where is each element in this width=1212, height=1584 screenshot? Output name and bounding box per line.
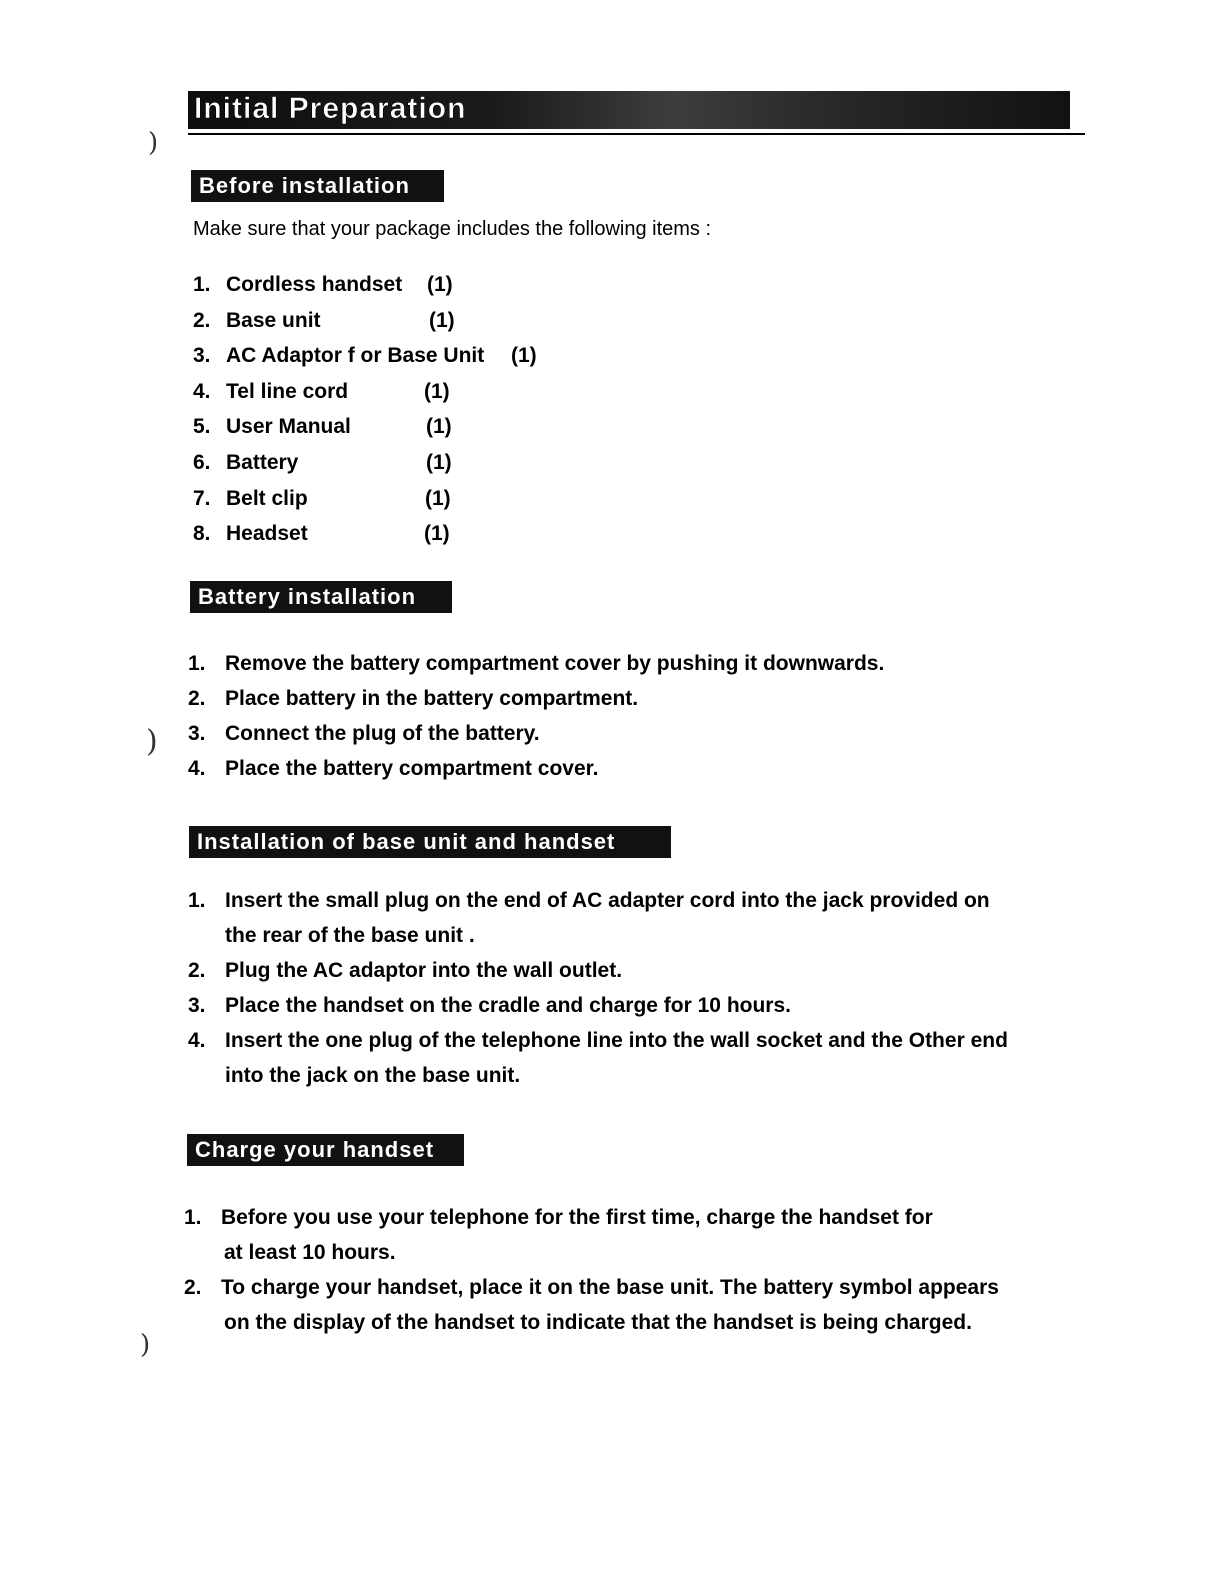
list-item: [188, 751, 884, 786]
item-quantity: (1): [511, 344, 537, 368]
step-number: 4.: [188, 757, 206, 780]
step-text: Insert the small plug on the end of AC adapter cord into the jack provided on: [225, 889, 990, 912]
list-item: [188, 883, 1008, 953]
item-number: 1.: [193, 273, 211, 296]
step-text-continued: on the display of the handset to indicate that the handset is being charged.: [224, 1311, 972, 1334]
step-number: 1.: [188, 889, 206, 912]
item-number: 7.: [193, 486, 211, 510]
item-number: 8.: [193, 522, 211, 546]
item-quantity: (1): [427, 273, 453, 296]
page-title: Initial Preparation: [194, 92, 467, 125]
step-number: 2.: [184, 1276, 202, 1299]
step-number: 1.: [188, 652, 206, 675]
step-text: Insert the one plug of the telephone line into the wall socket and the Other end: [225, 1029, 1008, 1052]
step-number: 4.: [188, 1029, 206, 1052]
step-text-continued: the rear of the base unit .: [225, 924, 475, 947]
item-number: 6.: [193, 450, 211, 474]
list-item: [184, 1270, 999, 1340]
title-banner: [188, 91, 1070, 129]
step-text-continued: at least 10 hours.: [224, 1241, 396, 1264]
battery-steps: [188, 646, 884, 786]
step-number: 1.: [184, 1206, 202, 1229]
item-number: 2.: [193, 308, 211, 332]
step-number: 2.: [188, 687, 206, 710]
step-text: Place the battery compartment cover.: [225, 757, 599, 780]
item-quantity: (1): [424, 379, 450, 403]
step-text: Connect the plug of the battery.: [225, 722, 540, 745]
item-name: Cordless handset: [226, 273, 403, 296]
charge-steps: [184, 1200, 999, 1340]
list-item: [188, 716, 884, 751]
step-text: Before you use your telephone for the first time, charge the handset for: [221, 1206, 933, 1229]
item-name: Headset: [226, 522, 308, 546]
margin-mark: ): [148, 128, 159, 158]
margin-mark: ): [140, 1330, 151, 1360]
item-quantity: (1): [426, 450, 452, 474]
section-heading-before-installation: Before installation: [191, 170, 444, 202]
section-heading-battery-installation: Battery installation: [190, 581, 452, 613]
item-quantity: (1): [424, 522, 450, 546]
item-name: Tel line cord: [226, 379, 349, 403]
step-text: Remove the battery compartment cover by pushing it downwards.: [225, 652, 885, 675]
step-text: To charge your handset, place it on the base unit. The battery symbol appears: [221, 1276, 999, 1299]
item-number: 5.: [193, 415, 211, 439]
item-name: Base unit: [226, 308, 321, 332]
step-text: Place the handset on the cradle and charge for 10 hours.: [225, 994, 791, 1017]
step-number: 3.: [188, 722, 206, 745]
list-item: [184, 1200, 999, 1270]
item-name: AC Adaptor f or Base Unit: [226, 344, 485, 368]
item-quantity: (1): [425, 486, 451, 510]
list-item: [188, 953, 1008, 988]
item-name: User Manual: [226, 415, 351, 439]
list-item: [188, 681, 884, 716]
item-name: Battery: [226, 450, 299, 474]
list-item: [188, 988, 1008, 1023]
step-number: 2.: [188, 959, 206, 982]
step-number: 3.: [188, 994, 206, 1017]
item-name: Belt clip: [226, 486, 308, 510]
package-intro: Make sure that your package includes the following items :: [193, 218, 712, 240]
step-text: Plug the AC adaptor into the wall outlet.: [225, 959, 623, 982]
item-quantity: (1): [426, 415, 452, 439]
base-handset-steps: [188, 883, 1008, 1093]
item-number: 3.: [193, 344, 211, 368]
margin-mark: ): [146, 724, 158, 759]
item-number: 4.: [193, 379, 211, 403]
list-item: [188, 1023, 1008, 1093]
title-underline: [188, 133, 1085, 135]
item-quantity: (1): [429, 308, 455, 332]
section-heading-base-handset-installation: Installation of base unit and handset: [189, 826, 671, 858]
step-text: Place battery in the battery compartment.: [225, 687, 639, 710]
step-text-continued: into the jack on the base unit.: [225, 1064, 521, 1087]
list-item: [188, 646, 884, 681]
section-heading-charge-handset: Charge your handset: [187, 1134, 464, 1166]
